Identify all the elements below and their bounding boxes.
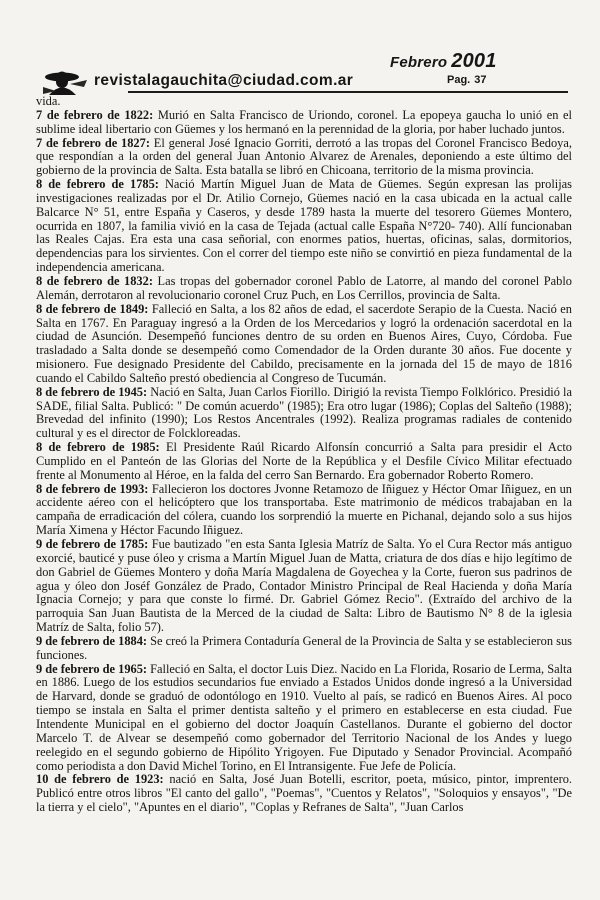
entry-date: 7 de febrero de 1827: (36, 135, 150, 150)
entry-date: 7 de febrero de 1822: (36, 107, 154, 122)
entry-text: Fallecieron los doctores Jvonne Retamozo de Iñiguez y Héctor Omar Iñiguez, en un accidente aéreo con el helicóptero que los transportaba. Este matrimonio de médicos trabajaban en la campaña de erradicación del cólera, cuando los sorprendió la muerte en Pichanal, dejando solo a sus hijos María Ximena y Héctor Facundo Iñiguez. (36, 481, 572, 538)
entry-date: 8 de febrero de 1785: (36, 177, 159, 192)
entry (36, 663, 572, 774)
entry-date: 8 de febrero de 1832: (36, 273, 153, 288)
entry (36, 635, 572, 663)
issue-year: 2001 (451, 50, 497, 72)
entry (36, 137, 572, 179)
entry-date: 8 de febrero de 1985: (36, 440, 160, 455)
entry-text: Nació en Salta, Juan Carlos Fiorillo. Dirigió la revista Tiempo Folklórico. Presidió la SADE, filial Salta. Publicó: " De común acuerdo" (1985); Era otro lugar (1986); Coplas del Salteño (1988); Brevedad del infinito (1990); Los Restos Ancentrales (1992). Realiza programas radiales de contenido cultural y es el director de Folckloreadas. (36, 384, 572, 441)
entry-text: El Presidente Raúl Ricardo Alfonsín concurrió a Salta para presidir el Acto Cumplido en el Panteón de las Glorias del Norte de la República y el Desfile Cívico Militar efectuado frente al Monumento al Héroe, en la falda del cerro San Bernardo. Era gobernador Roberto Romero. (36, 440, 572, 482)
entry (36, 773, 572, 815)
entry-text: Murió en Salta Francisco de Uriondo, coronel. La epopeya gaucha lo unió en el sublime ideal libertario con Güemes y los hermanó en la perennidad de la gloria, por haber luchado juntos. (36, 107, 572, 136)
entry-text: Las tropas del gobernador coronel Pablo de Latorre, al mando del coronel Pablo Alemán, derrotaron al revolucionario coronel Cruz Puch, en Los Cerrillos, provincia de Salta. (36, 273, 572, 302)
entry-text: Se creó la Primera Contaduría General de la Provincia de Salta y se establecieron sus funciones. (36, 633, 572, 662)
entry-date: 8 de febrero de 1849: (36, 301, 149, 316)
entry-date: 8 de febrero de 1945: (36, 384, 148, 399)
intro-text: vida. (36, 94, 61, 108)
page-number-value: 37 (474, 74, 487, 86)
page-number (447, 74, 486, 86)
entry (36, 386, 572, 441)
entry-text: El general José Ignacio Gorriti, derrotó a las tropas del Coronel Francisco Bedoya, que respondían a la orden del general Juan Antonio Alvarez de Arenales, deponiendo a este último del gobierno de la provincia de Salta. Esta batalla se libró en Chicoana, territorio de la misma provincia. (36, 135, 572, 178)
header-rule (128, 91, 568, 93)
entry (36, 303, 572, 386)
entry-date: 9 de febrero de 1965: (36, 661, 148, 676)
entry-date: 8 de febrero de 1993: (36, 481, 149, 496)
entry-date: 9 de febrero de 1785: (36, 537, 149, 551)
article-body (36, 95, 572, 815)
entry-text: Fue bautizado "en esta Santa Iglesia Matríz de Salta. Yo el Cura Rector más antiguo exorcié, bauticé y puse óleo y crisma a Martín Miguel Juan de Matta, criatura de dos días e hijo legítimo de don Gabriel de Güemes Montero y doña María Magdalena de Goyechea y la Corte, fueron sus padrinos de agua y óleo don Joséf González de Prado, Contador Ministro Principal de Real Hacienda y doña María Ignacia Cornejo; y para que conste lo firmé. Dr. Gabriel Gómez Recio". (Extraído del archivo de la parroquia San Juan Bautista de la Merced de la ciudad de Salta: Libro de Bautismo N° 8 de la iglesia Matríz de Salta, folio 57). (36, 537, 572, 635)
gaucho-logo-icon (40, 68, 90, 96)
entry (36, 538, 572, 635)
entry-date: 9 de febrero de 1884: (36, 633, 148, 648)
entry (36, 483, 572, 538)
page-label: Pag. (447, 74, 471, 86)
entry-date: 10 de febrero de 1923: (36, 772, 164, 787)
entry-text: Nació Martín Miguel Juan de Mata de Güemes. Según expresan las prolijas investigaciones realizadas por el Dr. Atilio Cornejo, Güemes nació en la casa ubicada en la actual calle Balcarce N° 51, entre España y Caseros, y desde 1789 hasta la muerte del tesorero Güemes Montero, ocurrida en 1807, la familia vivió en la casa de Tejada (actual calle España N°720- 740). Allí funcionaban las Reales Cajas. Era esta una casa señorial, con enormes patios, huertas, oficinas, salas, dormitorios, dependencias para los sirvientes. Con el correr del tiempo este niño se convirtió en pieza fundamental de la independencia americana. (36, 177, 572, 275)
entry-text: Falleció en Salta, el doctor Luis Diez. Nacido en La Florida, Rosario de Lerma, Salta en 1886. Luego de los estudios secundarios fue enviado a Estados Unidos donde ingresó a la Universidad de Harvard, donde se graduó de odontólogo en 1910. Vuelto al país, se radicó en Buenos Aires. Al poco tiempo se instala en Salta el primer dentista salteño y el primero en establecerse en esta ciudad. Fue Intendente Municipal en el gobierno del doctor Joaquín Castellanos. Durante el gobierno del doctor Marcelo T. de Alvear se desempeñó como gobernador del Territorio Nacional de los Andes y luego reelegido en el segundo gobierno de Hipólito Yrigoyen. Fue Diputado y Senador Provincial. Acompañó como periodista a don David Michel Torino, en El Intransigente. Fue Jefe de Policía. (36, 661, 572, 773)
entry (36, 441, 572, 483)
entry (36, 275, 572, 303)
contact-email[interactable]: revistalagauchita@ciudad.com.ar (94, 72, 354, 89)
page-header (40, 68, 580, 96)
issue-month: Febrero (390, 54, 448, 71)
entry (36, 178, 572, 275)
entry-text: nació en Salta, José Juan Botelli, escritor, poeta, músico, pintor, imprentero. Publicó entre otros libros "El canto del gallo", "Poemas", "Cuentos y Relatos", "Soloquios y ensayos", "De la tierra y el cielo", "Apuntes en el diario", "Coplas y Refranes de Salta", "Juan Carlos (36, 772, 572, 815)
entry-text: Falleció en Salta, a los 82 años de edad, el sacerdote Serapio de la Cuesta. Nació en Salta en 1767. En Paraguay ingresó a la Orden de los Mercedarios y logró la ordenación sacerdotal en la ciudad de Asunción. Desempeñó funciones dentro de su orden en Buenos Aires, Cuyo, Córdoba. Fue trasladado a Salta donde se desempeñó como Comendador de la Orden durante 30 años. Fue docente y misionero. Fue designado Presidente del Cabildo, precisamente en la jornada del 15 de mayo de 1816 cuando el Cabildo Salteño prestó obediencia al Congreso de Tucumán. (36, 301, 572, 385)
entry (36, 109, 572, 137)
